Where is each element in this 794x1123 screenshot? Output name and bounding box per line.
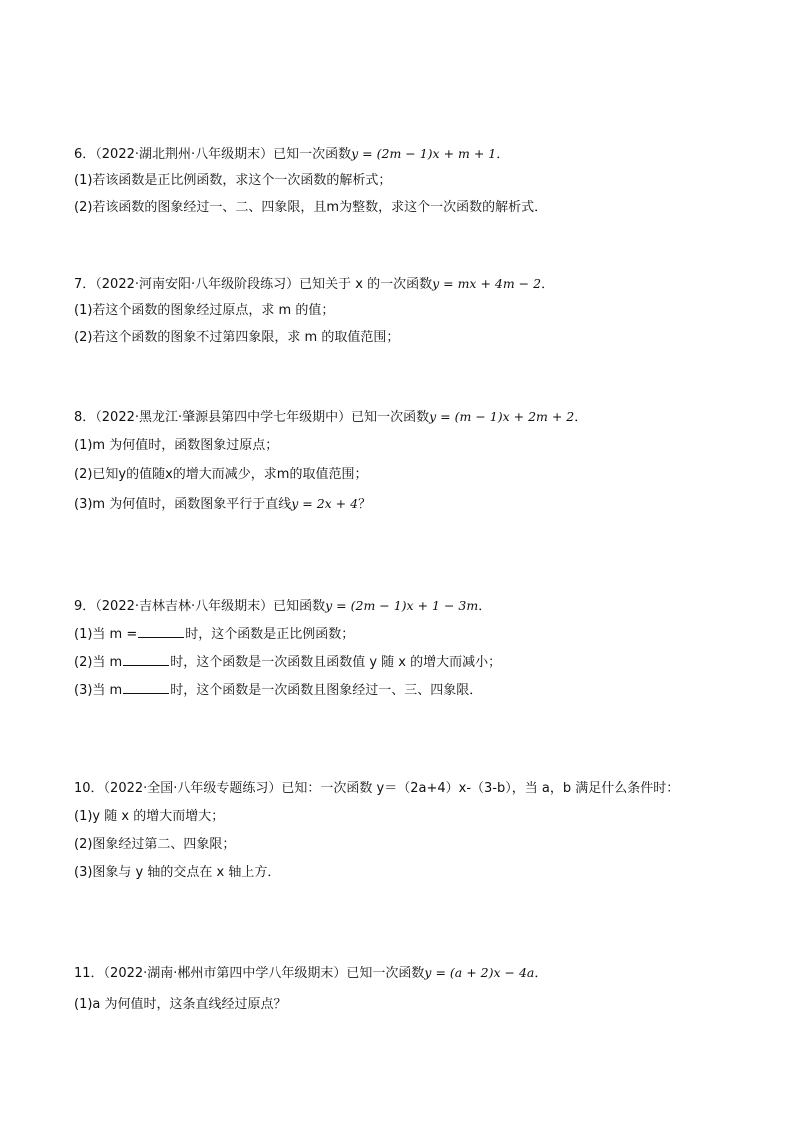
problem-8-stem: 8．（2022·黑龙江·肇源县第四中学七年级期中）已知一次函数y = (m − 1)x + 2m + 2． xyxy=(74,409,588,425)
answer-blank[interactable] xyxy=(123,652,169,666)
problem-number: 11． xyxy=(74,966,104,981)
problem-source: （2022·湖北荆州·八年级期末）已知一次函数 xyxy=(95,147,352,162)
problem-source: （2022·黑龙江·肇源县第四中学七年级期中）已知一次函数 xyxy=(95,410,430,425)
problem-source: （2022·湖南·郴州市第四中学八年级期末）已知一次函数 xyxy=(103,966,425,981)
problem-number: 10． xyxy=(74,781,104,796)
problem-source: （2022·河南安阳·八年级阶段练习）已知关于 x 的一次函数 xyxy=(95,277,433,292)
problem-10-stem xyxy=(74,779,679,799)
problem-11-stem: 11．（2022·湖南·郴州市第四中学八年级期末）已知一次函数y = (a + 2)x − 4a． xyxy=(74,965,548,981)
problem-8-part-2: (2)已知y的值随x的增大而减少，求m的取值范围； xyxy=(74,467,368,482)
problem-7-part-1: (1)若这个函数的图象经过原点，求 m 的值； xyxy=(74,303,335,318)
problem-9-part-2: (2)当 m 时，这个函数是一次函数且函数值 y 随 x 的增大而减小； xyxy=(74,652,501,673)
line-formula: y = 2x + 4 xyxy=(291,496,359,511)
problem-8-part-1: (1)m 为何值时，函数图象过原点； xyxy=(74,438,279,453)
problem-9-part-1: (1)当 m = 时，这个函数是正比例函数； xyxy=(74,624,354,645)
problem-7-stem: 7．（2022·河南安阳·八年级阶段练习）已知关于 x 的一次函数y = mx + 4m − 2． xyxy=(74,276,555,292)
function-formula: y = (m − 1)x + 2m + 2 xyxy=(429,409,575,424)
function-formula: y = (a + 2)x − 4a xyxy=(424,965,535,980)
problem-source: （2022·吉林吉林·八年级期末）已知函数 xyxy=(95,599,326,614)
problem-7-part-2: (2)若这个函数的图象不过第四象限，求 m 的取值范围； xyxy=(74,330,400,345)
problem-6-part-1: (1)若该函数是正比例函数，求这个一次函数的解析式； xyxy=(74,173,392,188)
function-formula: y = (2m − 1)x + 1 − 3m xyxy=(325,598,479,613)
function-formula: y = mx + 4m − 2 xyxy=(432,276,542,291)
problem-6-part-2: (2)若该函数的图象经过一、二、四象限，且m为整数，求这个一次函数的解析式． xyxy=(74,200,548,215)
answer-blank[interactable] xyxy=(123,680,169,694)
problem-10-part-2: (2)图象经过第二、四象限； xyxy=(74,837,236,852)
problem-number: 6． xyxy=(74,147,96,162)
function-formula: y = (2m − 1)x + m + 1 xyxy=(351,146,497,161)
answer-blank[interactable] xyxy=(138,624,184,638)
problem-10-part-3: (3)图象与 y 轴的交点在 x 轴上方． xyxy=(74,865,281,880)
problem-9-stem: 9．（2022·吉林吉林·八年级期末）已知函数y = (2m − 1)x + 1 − 3m． xyxy=(74,598,492,614)
problem-10-part-1: (1)y 随 x 的增大而增大； xyxy=(74,809,225,824)
problem-6-stem: 6．（2022·湖北荆州·八年级期末）已知一次函数y = (2m − 1)x + m + 1． xyxy=(74,146,510,162)
problem-8-part-3: (3)m 为何值时，函数图象平行于直线y = 2x + 4？ xyxy=(74,496,372,512)
problem-9-part-3: (3)当 m 时，这个函数是一次函数且图象经过一、三、四象限． xyxy=(74,680,482,701)
problem-number: 9． xyxy=(74,599,96,614)
problem-number: 7． xyxy=(74,277,96,292)
problem-number: 8． xyxy=(74,410,96,425)
problem-11-part-1: (1)a 为何值时，这条直线经过原点？ xyxy=(74,997,287,1012)
problem-source: （2022·全国·八年级专题练习）已知：一次函数 y＝（2a+4）x-（3-b），当 a，b 满足什么条件时： xyxy=(103,781,680,796)
